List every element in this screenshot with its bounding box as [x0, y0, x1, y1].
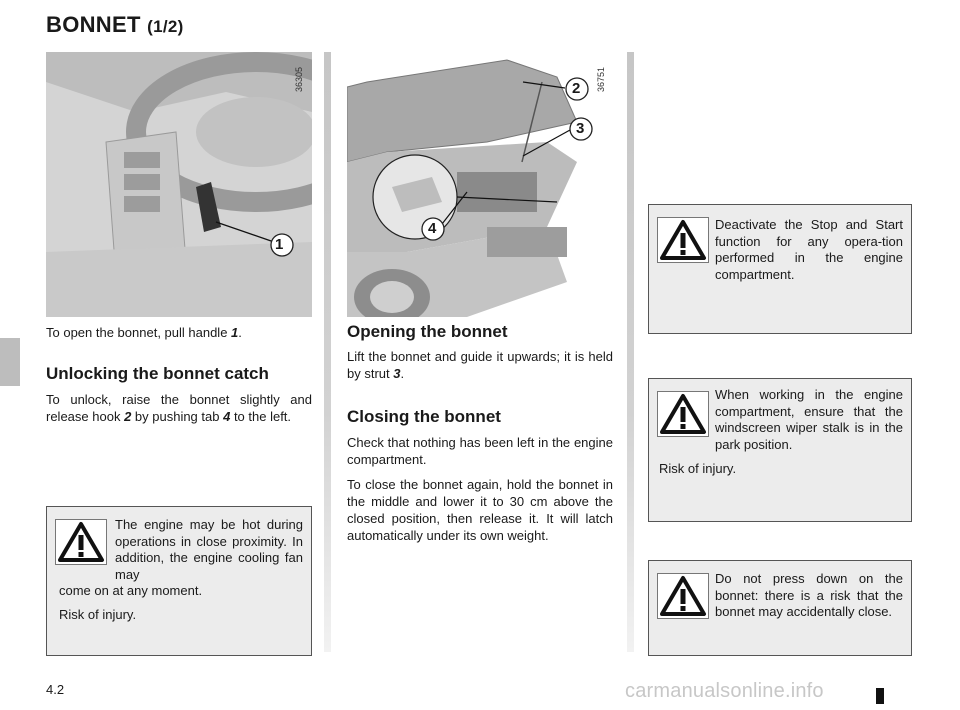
warning-hot-engine-text-cont: come on at any moment. [59, 583, 203, 598]
figure-ref-code-left: 36305 [294, 66, 304, 92]
para-unlocking [46, 391, 312, 425]
page-number: 4.2 [46, 682, 65, 697]
warning-hot-engine-note: Risk of injury. [59, 607, 137, 622]
warning-box-hot-engine [46, 506, 312, 656]
figure-bonnet-release-handle [46, 52, 312, 317]
unlock-ref-hook: 2 [124, 409, 132, 424]
warning-box-stop-start [648, 204, 912, 334]
caption-end: . [238, 325, 242, 340]
figure-engine-compartment [347, 52, 613, 317]
callout-4: 4 [428, 220, 437, 237]
caption-ref: 1 [231, 325, 239, 340]
chapter-tab-marker [0, 338, 20, 386]
opening-text-b: . [400, 366, 405, 381]
warning-box-wiper [648, 378, 912, 522]
para-opening [347, 348, 613, 382]
left-figure-caption [46, 324, 312, 341]
warning-triangle-icon [657, 391, 709, 437]
title-text: BONNET [46, 12, 141, 37]
opening-ref-strut: 3 [393, 366, 401, 381]
column-divider-2 [627, 52, 634, 652]
heading-opening: Opening the bonnet [347, 322, 508, 341]
unlock-text-a: To unlock, raise the bonnet slightly and release hook [46, 392, 312, 424]
unlock-ref-tab: 4 [223, 409, 231, 424]
figure-ref-code-right: 36751 [596, 66, 606, 92]
warning-wiper-text: When working in the engine compartment, ensure that the windscreen wiper stalk is in the park position. [715, 387, 903, 452]
warning-triangle-icon [55, 519, 107, 565]
warning-box-press-bonnet [648, 560, 912, 656]
opening-text-a: Lift the bonnet and guide it upwards; it is held by strut [347, 349, 613, 381]
column-divider-1 [324, 52, 331, 652]
page-title [46, 12, 184, 38]
callout-2: 2 [572, 80, 581, 97]
unlock-text-b: by pushing tab [131, 409, 224, 424]
warning-triangle-icon [657, 573, 709, 619]
warning-stop-start-text: Deactivate the Stop and Start function for any opera-tion performed in the engine compartment. [715, 217, 903, 282]
caption-text: To open the bonnet, pull handle [46, 325, 232, 340]
watermark: carmanualsonline.info [625, 680, 824, 702]
warning-hot-engine-text: The engine may be hot during operations in close proximity. In addition, the engine cooling fan may [115, 517, 303, 582]
title-part-label: (1/2) [147, 17, 184, 36]
handle-illustration [46, 52, 312, 317]
heading-unlocking: Unlocking the bonnet catch [46, 364, 269, 383]
callout-1: 1 [275, 236, 284, 253]
para-closing-check: Check that nothing has been left in the engine compartment. [347, 435, 613, 467]
warning-press-text: Do not press down on the bonnet: there is a risk that the bonnet may accidentally close. [715, 571, 903, 619]
unlock-text-c: to the left. [230, 409, 292, 424]
warning-triangle-icon [657, 217, 709, 263]
page-corner-mark [876, 688, 884, 704]
warning-wiper-note: Risk of injury. [659, 461, 737, 476]
callout-3: 3 [576, 120, 585, 137]
para-closing-steps: To close the bonnet again, hold the bonnet in the middle and lower it to 30 cm above the closed position, then release it. It will latch automatically under its own weight. [347, 477, 613, 543]
heading-closing: Closing the bonnet [347, 407, 501, 426]
